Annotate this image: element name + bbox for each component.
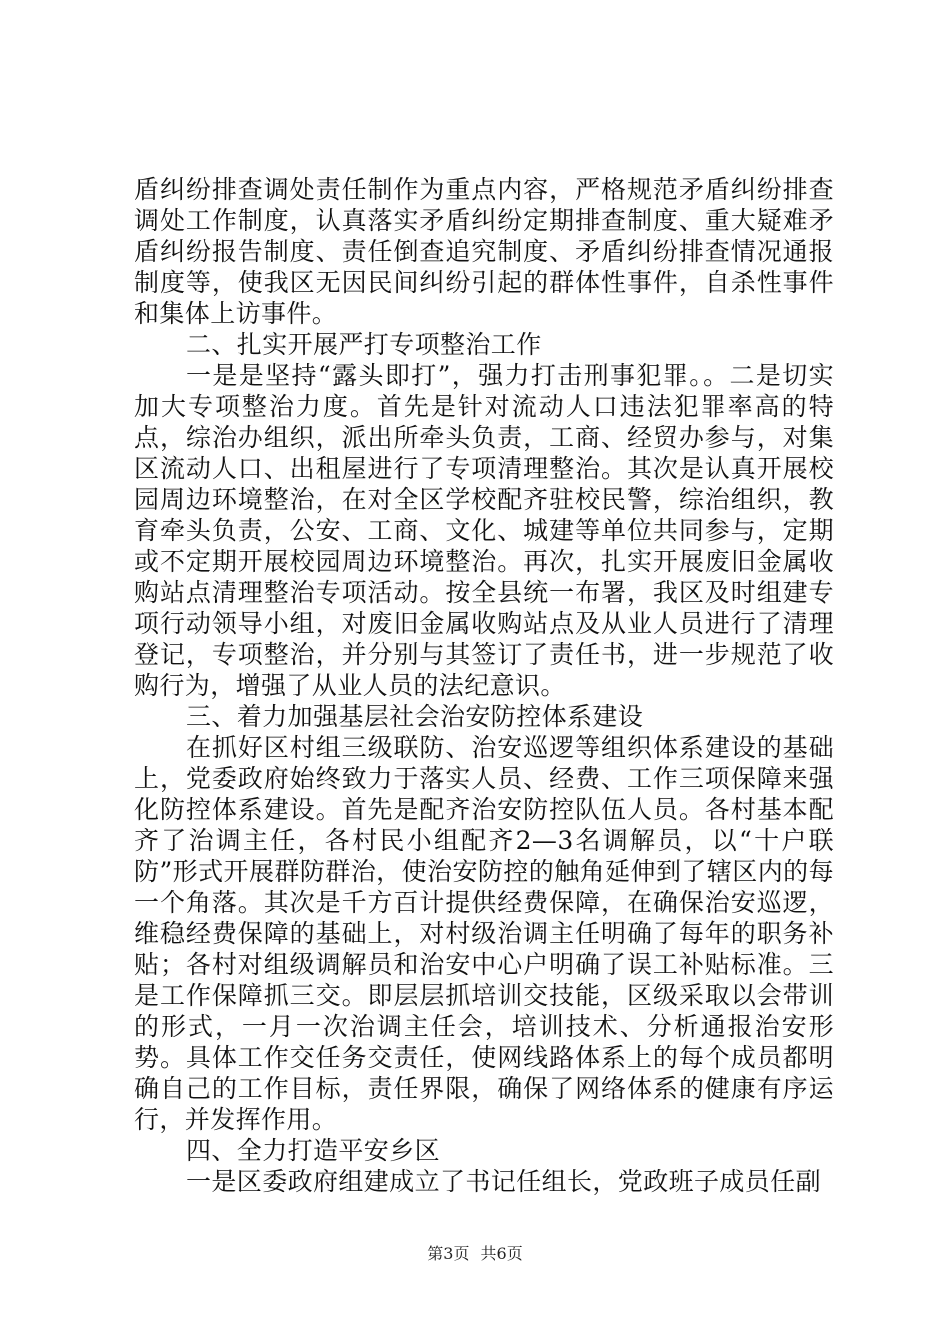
page-footer <box>0 1241 950 1264</box>
section-heading-3: 三、着力加强基层社会治安防控体系建设 <box>186 702 644 731</box>
paragraph-section-4: 一是区委政府组建成立了书记任组长，党政班子成员任副 <box>186 1167 822 1196</box>
paragraph-continued: 盾纠纷排查调处责任制作为重点内容，严格规范矛盾纠纷排查调处工作制度，认真落实矛盾纠纷定期排查制度、重大疑难矛盾纠纷报告制度、责任倒查追究制度、矛盾纠纷排查情况通报制度等，使我区无因民间纠纷引起的群体性事件，自杀性事件和集体上访事件。 <box>134 175 834 328</box>
section-heading-4: 四、全力打造平安乡区 <box>186 1136 441 1165</box>
paragraph-section-3: 在抓好区村组三级联防、治安巡逻等组织体系建设的基础上，党委政府始终致力于落实人员、经费、工作三项保障来强化防控体系建设。首先是配齐治安防控队伍人员。各村基本配齐了治调主任，各村民小组配齐2—3名调解员，以“十户联防”形式开展群防群治，使治安防控的触角延伸到了辖区内的每一个角落。其次是千方百计提供经费保障，在确保治安巡逻，维稳经费保障的基础上，对村级治调主任明确了每年的职务补贴；各村对组级调解员和治安中心户明确了误工补贴标准。三是工作保障抓三交。即层层抓培训交技能，区级采取以会带训的形式，一月一次治调主任会，培训技术、分析通报治安形势。具体工作交任务交责任，使网线路体系上的每个成员都明确自己的工作目标，责任界限，确保了网络体系的健康有序运行，并发挥作用。 <box>134 733 834 1134</box>
page-total: 共6页 <box>480 1244 523 1263</box>
page-number: 第3页 <box>427 1244 470 1263</box>
section-heading-2: 二、扎实开展严打专项整治工作 <box>186 330 542 359</box>
document-body <box>134 174 834 1197</box>
paragraph-section-2: 一是是坚持“露头即打”，强力打击刑事犯罪。。二是切实加大专项整治力度。首先是针对流动人口违法犯罪率高的特点，综治办组织，派出所牵头负责，工商、经贸办参与，对集区流动人口、出租屋进行了专项清理整治。其次是认真开展校园周边环境整治，在对全区学校配齐驻校民警，综治组织，教育牵头负责，公安、工商、文化、城建等单位共同参与，定期或不定期开展校园周边环境整治。再次，扎实开展废旧金属收购站点清理整治专项活动。按全县统一布署，我区及时组建专项行动领导小组，对废旧金属收购站点及从业人员进行了清理登记，专项整治，并分别与其签订了责任书，进一步规范了收购行为，增强了从业人员的法纪意识。 <box>134 361 834 700</box>
